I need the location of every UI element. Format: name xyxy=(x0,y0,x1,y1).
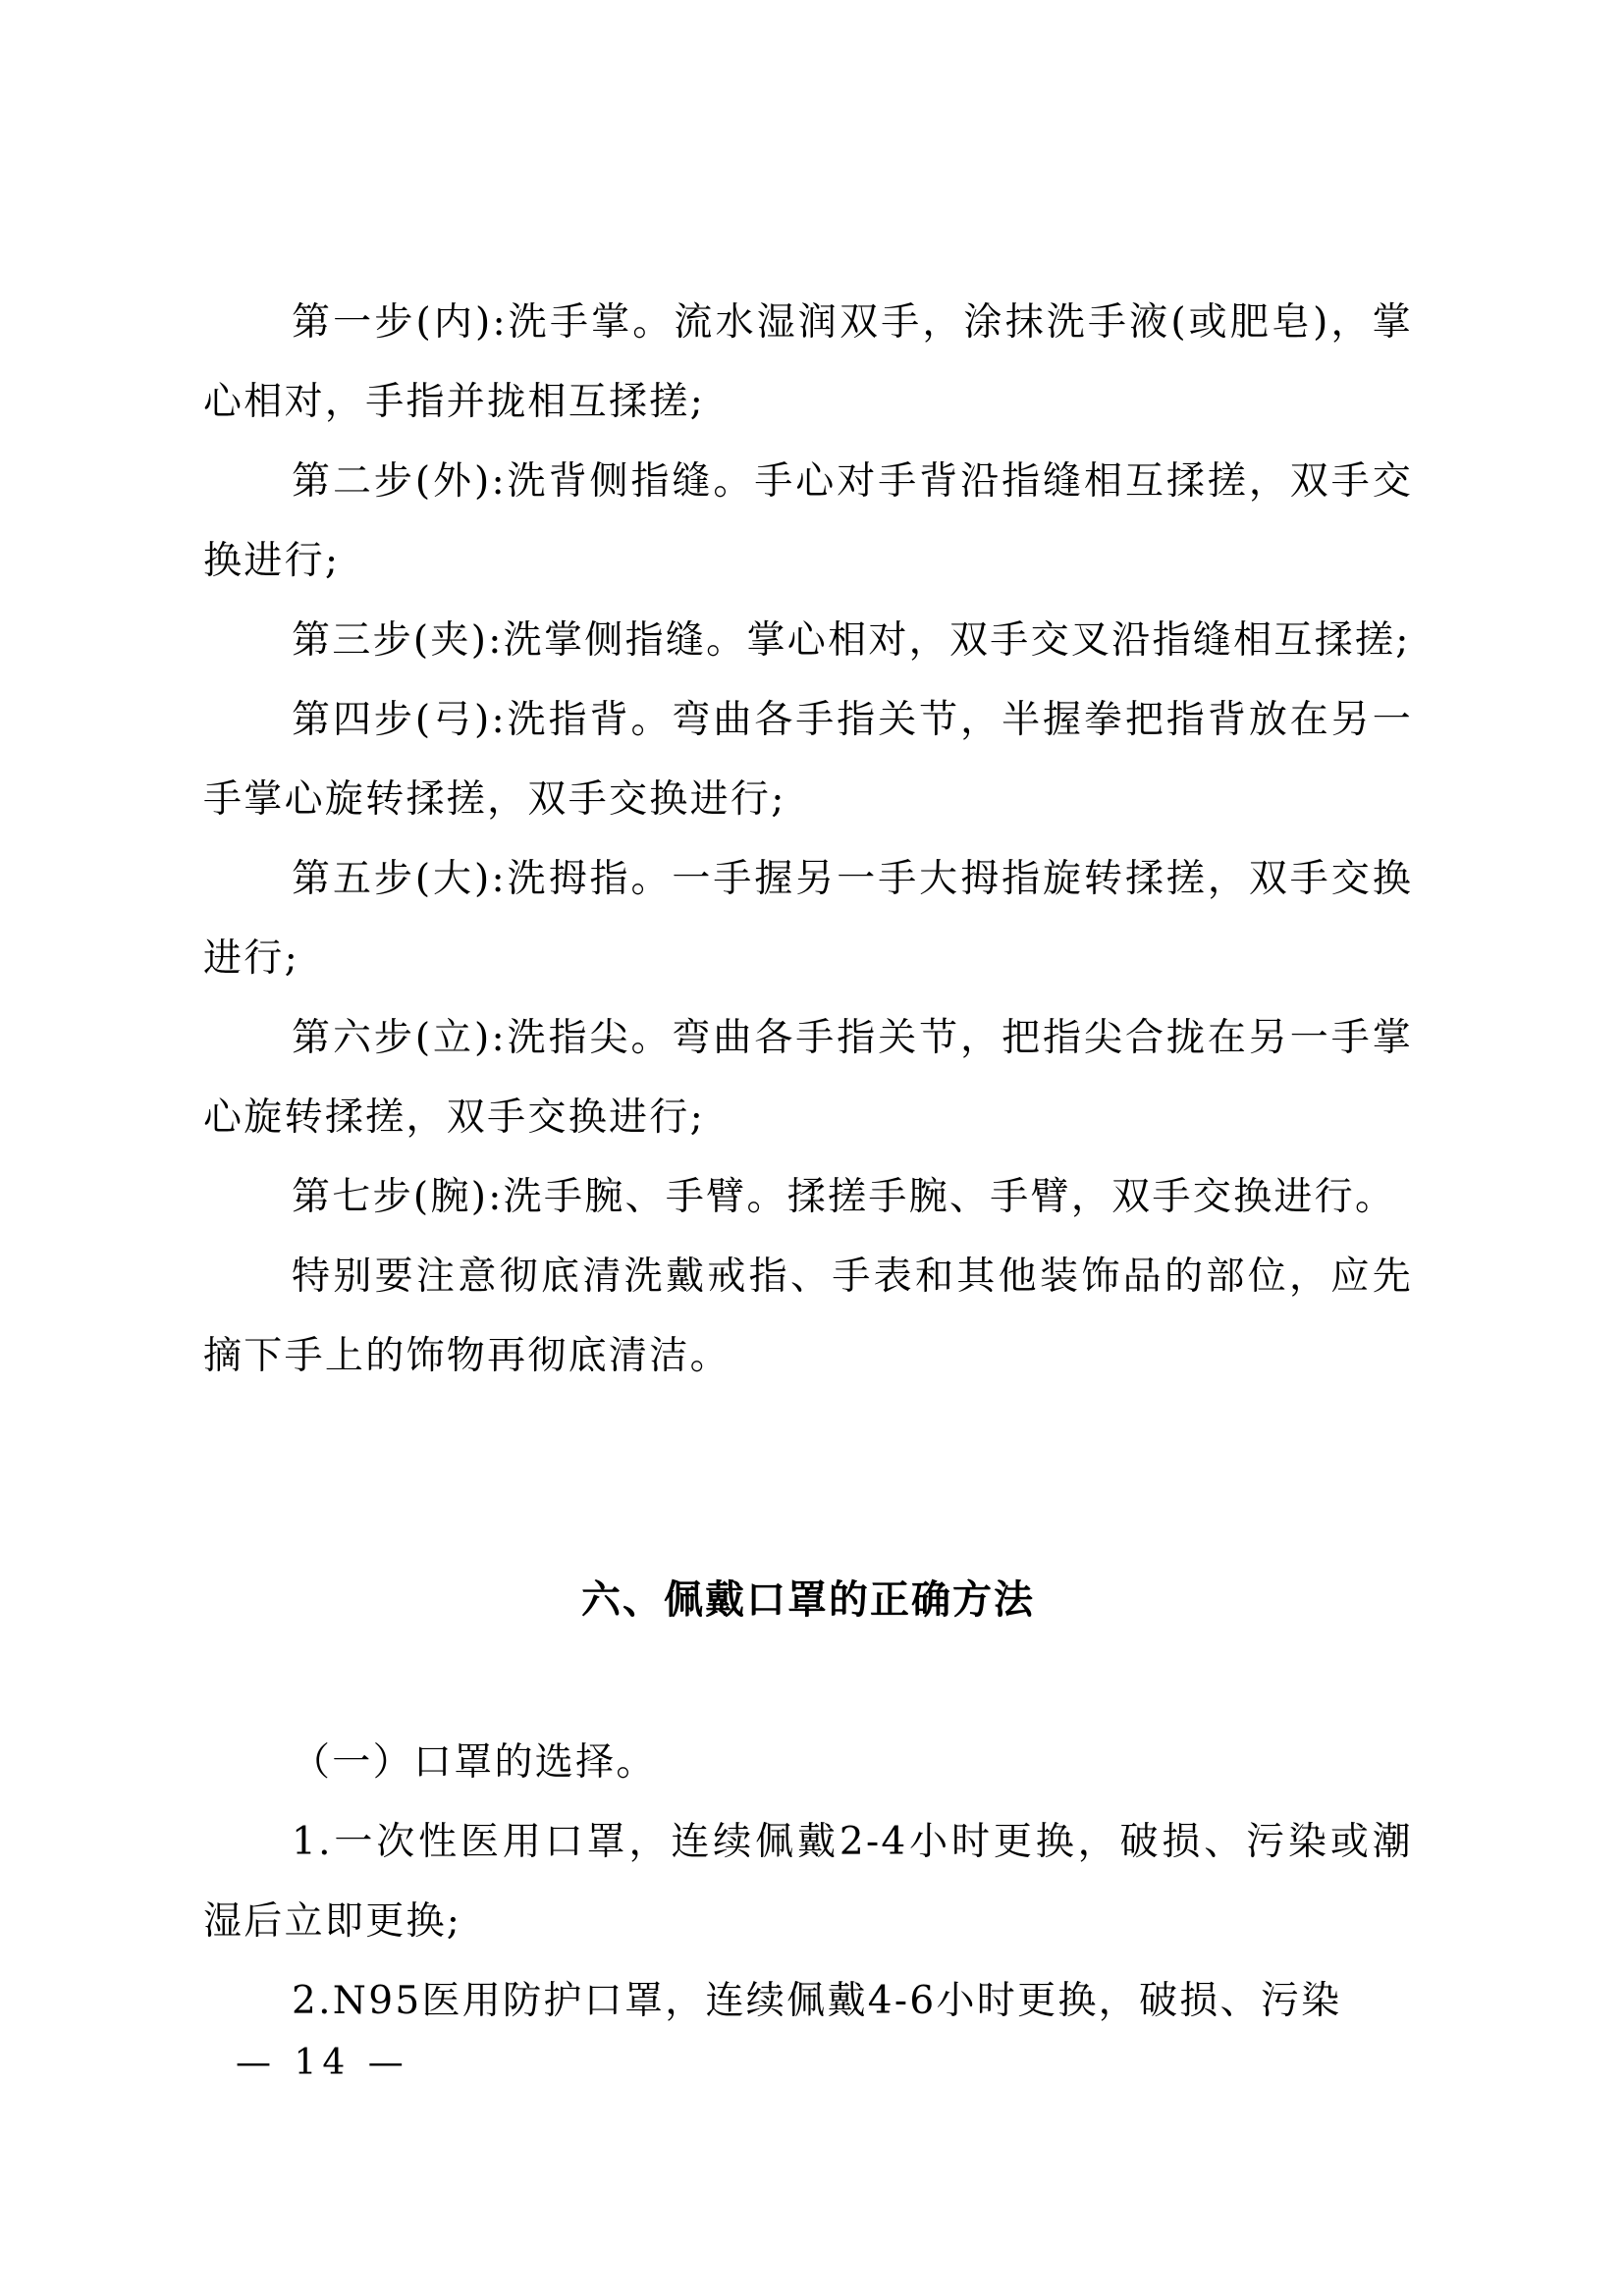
step-paragraph: 第四步(弓):洗指背。弯曲各手指关节，半握拳把指背放在另一手掌心旋转揉搓，双手交换进行; xyxy=(203,698,1413,822)
step-paragraph: 第七步(腕):洗手腕、手臂。揉搓手腕、手臂，双手交换进行。 xyxy=(292,1175,1396,1219)
section-heading: 六、佩戴口罩的正确方法 xyxy=(581,1577,1035,1623)
note-paragraph: 特别要注意彻底清洗戴戒指、手表和其他装饰品的部位，应先摘下手上的饰物再彻底清洁。 xyxy=(203,1255,1413,1378)
handwashing-steps xyxy=(203,283,1413,1396)
mask-selection-section xyxy=(203,1723,1413,2041)
page-number: — 14 — xyxy=(236,2043,409,2083)
step-paragraph: 第五步(大):洗拇指。一手握另一手大拇指旋转揉搓，双手交换进行; xyxy=(203,857,1413,981)
step-paragraph: 第二步(外):洗背侧指缝。手心对手背沿指缝相互揉搓，双手交换进行; xyxy=(203,459,1413,583)
list-item: 2.N95医用防护口罩，连续佩戴4-6小时更换，破损、污染 xyxy=(292,1979,1342,2023)
list-item: 1.一次性医用口罩，连续佩戴2-4小时更换，破损、污染或潮湿后立即更换; xyxy=(203,1820,1413,1944)
subsection-heading: （一）口罩的选择。 xyxy=(292,1740,657,1785)
step-paragraph: 第三步(夹):洗掌侧指缝。掌心相对，双手交叉沿指缝相互揉搓; xyxy=(292,618,1411,663)
step-paragraph: 第六步(立):洗指尖。弯曲各手指关节，把指尖合拢在另一手掌心旋转揉搓，双手交换进行; xyxy=(203,1016,1413,1140)
step-paragraph: 第一步(内):洗手掌。流水湿润双手，涂抹洗手液(或肥皂)，掌心相对，手指并拢相互揉搓; xyxy=(203,300,1413,424)
